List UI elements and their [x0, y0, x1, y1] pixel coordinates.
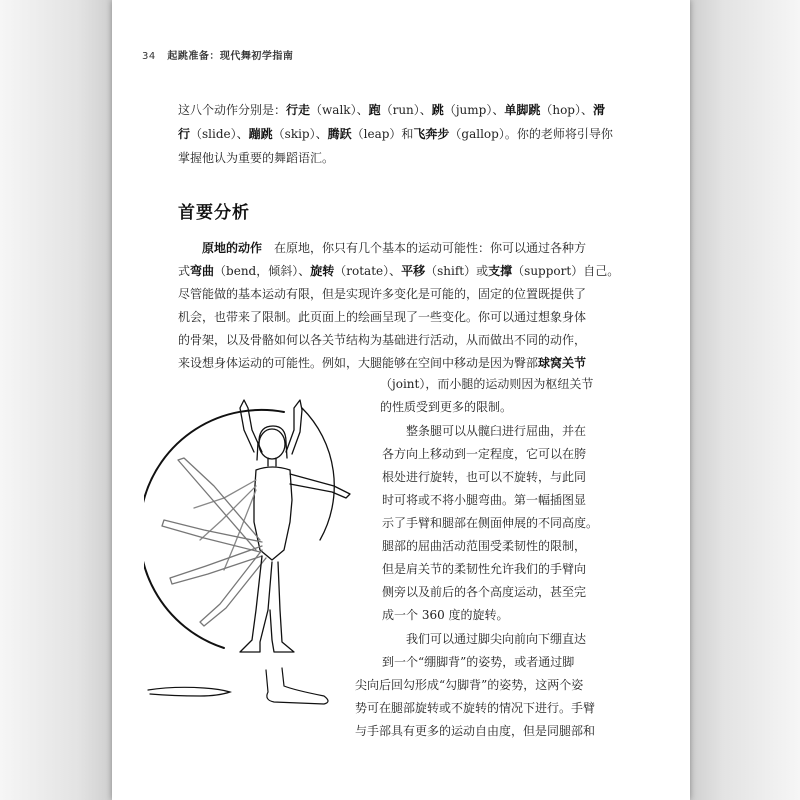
- intro-line-3: 掌握他认为重要的舞蹈语汇。: [178, 151, 335, 165]
- body-line-5: 的骨架，以及骨骼如何以各关节结构为基础进行活动，从而做出不同的动作，: [178, 333, 587, 347]
- p2-line: 各方向上移动到一定程度，它可以在胯: [382, 447, 587, 461]
- p2-line: 腿部的屈曲活动范围受柔韧性的限制，: [382, 539, 587, 553]
- body-line-3: 尽管能做的基本运动有限，但是实现许多变化是可能的，固定的位置既提供了: [178, 287, 587, 301]
- lead-term: 原地的动作: [202, 241, 263, 255]
- p2-line: 成一个 360 度的旋转。: [382, 608, 509, 622]
- p2-line: 时可将或不将小腿弯曲。第一幅插图显: [382, 493, 587, 507]
- dancer-illustration: [144, 390, 382, 730]
- p3-line: 与手部具有更多的运动自由度，但是同腿部和: [355, 724, 596, 738]
- intro-line-2: 行（slide）、蹦跳（skip）、腾跃（leap）和飞奔步（gallop）。你的老师将引导你: [178, 127, 613, 141]
- book-page: [112, 0, 690, 800]
- right-page-edge: [690, 0, 800, 800]
- left-page-edge: [0, 0, 112, 800]
- p2-line: 但是肩关节的柔韧性允许我们的手臂向: [382, 562, 587, 576]
- body-line-1: 原地的动作 在原地，你只有几个基本的运动可能性：你可以通过各种方: [202, 241, 587, 255]
- body-line-2: 式弯曲（bend，倾斜）、旋转（rotate）、平移（shift）或支撑（support）自己。: [178, 264, 620, 278]
- p3-line: 势可在腿部旋转或不旋转的情况下进行。手臂: [355, 701, 596, 715]
- p2-line: 根处进行旋转，也可以不旋转，与此同: [382, 470, 587, 484]
- book-title: 起跳准备：现代舞初学指南: [167, 51, 294, 62]
- body-line-6: 来设想身体运动的可能性。例如，大腿能够在空间中移动是因为臀部球窝关节: [178, 356, 587, 370]
- p2-line: 示了手臂和腿部在侧面伸展的不同高度。: [382, 516, 599, 530]
- p3-line: 尖向后回勾形成“勾脚背”的姿势，这两个姿: [355, 678, 584, 692]
- p3-line: 我们可以通过脚尖向前向下绷直达: [406, 632, 587, 646]
- page-number: 34: [142, 51, 156, 62]
- body-line-7: （joint），而小腿的运动则因为枢纽关节: [380, 377, 594, 391]
- intro-line-1: 这八个动作分别是：行走（walk）、跑（run）、跳（jump）、单脚跳（hop）、滑: [178, 103, 605, 117]
- p2-line: 侧旁以及前后的各个高度运动，甚至完: [382, 585, 587, 599]
- p2-line: 整条腿可以从髋臼进行屈曲，并在: [406, 424, 587, 438]
- dancer-range-of-motion-drawing: [144, 390, 382, 730]
- body-line-8: 的性质受到更多的限制。: [380, 400, 513, 414]
- section-heading: 首要分析: [178, 203, 250, 223]
- running-head: [142, 47, 293, 62]
- p3-line: 到一个“绷脚背”的姿势，或者通过脚: [382, 655, 575, 669]
- body-line-4: 机会，也带来了限制。此页面上的绘画呈现了一些变化。你可以通过想象身体: [178, 310, 587, 324]
